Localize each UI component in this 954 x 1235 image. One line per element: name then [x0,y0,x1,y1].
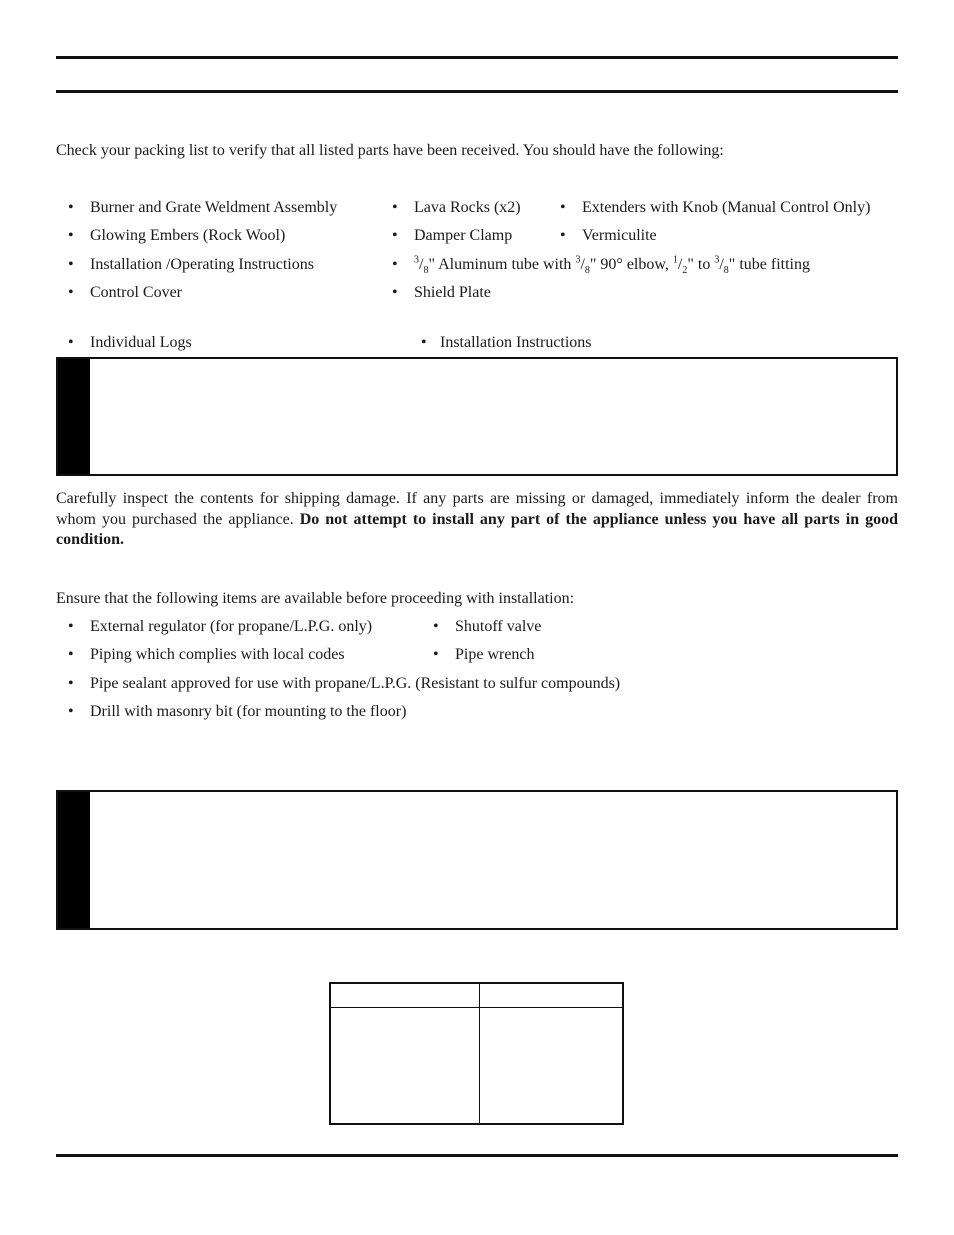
list-item: • Glowing Embers (Rock Wool) [68,227,286,244]
header-rule-top [56,56,898,59]
list-item: • Individual Logs [68,334,192,351]
list-item: • Damper Clamp [392,227,513,244]
list-item: • Installation /Operating Instructions [68,256,314,273]
tools-intro: Ensure that the following items are available before proceeding with installation: [56,590,575,607]
inspect-paragraph: Carefully inspect the contents for shipping damage. If any parts are missing or damaged, immediately inform the dealer from whom you purchased the appliance. Do not attempt to install any part of the appliance unless you have all parts in good condition. [56,490,899,548]
list-item: • Installation Instructions [421,334,592,351]
list-item: • Vermiculite [560,227,657,244]
tube-item-text: $^3/_8$" Aluminum tube with $^3/_8$" 90° elbow, $^1/_2$" to $^3/_8$" tube fitting [414,254,810,277]
list-item: • Drill with masonry bit (for mounting to the floor) [68,703,407,720]
list-item: • Shield Plate [392,284,491,301]
table-cell [480,1007,624,1124]
list-item: • Burner and Grate Weldment Assembly [68,199,338,216]
warning-box [56,357,898,476]
list-item: • Pipe wrench [433,646,535,663]
warning-box-bar [58,792,90,928]
table-header-cell [330,983,480,1007]
warning-box [56,790,898,930]
header-rule-bottom [56,90,898,93]
list-item: • $^3/_8$" Aluminum tube with $^3/_8$" 90° elbow, $^1/_2$" to $^3/_8$" tube fitting [392,254,810,277]
list-item: • Lava Rocks (x2) [392,199,521,216]
warning-box-bar [58,359,90,474]
list-item: • Shutoff valve [433,618,542,635]
list-item: • Pipe sealant approved for use with propane/L.P.G. (Resistant to sulfur compounds) [68,675,621,692]
packing-list-intro: Check your packing list to verify that all listed parts have been received. You should have the following: [56,142,724,159]
list-item: • Extenders with Knob (Manual Control Only) [560,199,871,216]
list-item: • Control Cover [68,284,182,301]
list-item: • Piping which complies with local codes [68,646,345,663]
table-cell [330,1007,480,1124]
footer-rule [56,1154,898,1157]
table-header-cell [480,983,624,1007]
list-item: • External regulator (for propane/L.P.G. only) [68,618,373,635]
specs-table [329,982,624,1125]
